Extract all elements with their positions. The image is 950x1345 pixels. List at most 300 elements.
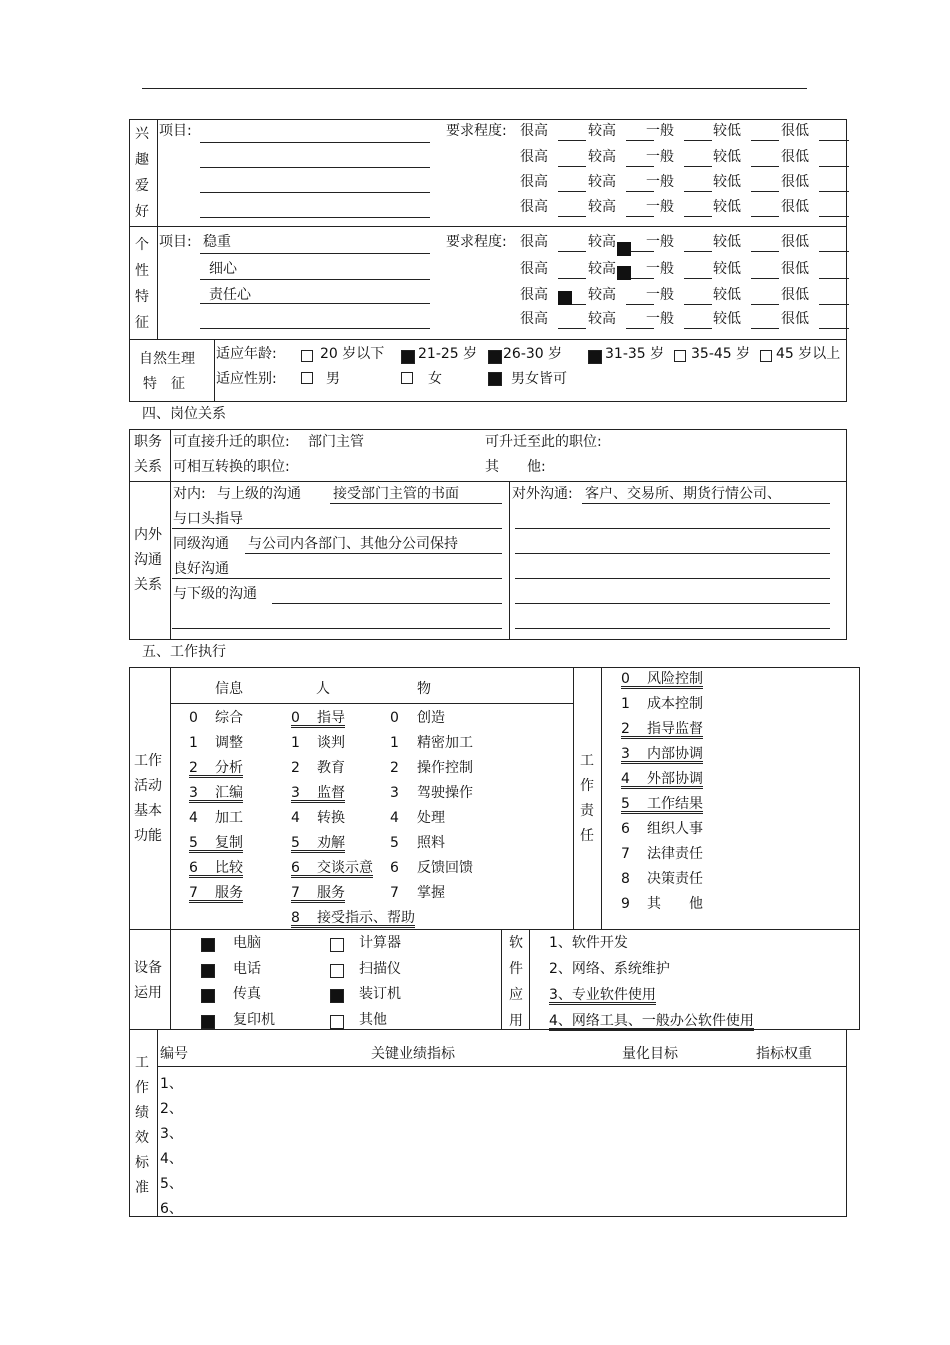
interest-levels-text: 较高 [588, 174, 616, 190]
item-text: 精密加工 [417, 735, 473, 751]
interest-levels-blank [819, 140, 849, 141]
item-text: 操作控制 [417, 760, 473, 776]
item-number: 2 [291, 760, 300, 776]
interest-levels-blank [558, 140, 586, 141]
perf-row-number: 2、 [160, 1101, 183, 1117]
interest-levels-text: 很高 [520, 123, 548, 139]
equip-checkbox [330, 989, 344, 1003]
item-text: 服务 [215, 885, 243, 901]
pers-levels-blank [558, 251, 586, 252]
interest-levels-text: 很低 [781, 174, 809, 190]
personality-mark-1 [617, 242, 631, 256]
physio-label-2: 特 征 [143, 376, 185, 392]
interest-side-char: 爱 [135, 178, 149, 194]
age-option: 31-35 岁 [605, 346, 665, 362]
people-col-item [291, 811, 345, 825]
item-number: 2 [390, 760, 399, 776]
pers-levels-text: 较低 [713, 287, 741, 303]
pers-levels-text: 较高 [588, 311, 616, 327]
equip-option: 传真 [233, 986, 261, 1002]
down-comm-label: 与下级的沟通 [173, 586, 257, 602]
interest-levels-text: 较低 [713, 174, 741, 190]
things-col-item [390, 811, 445, 825]
interest-levels-blank [626, 216, 654, 217]
equip-label-1: 设备 [134, 960, 162, 976]
interest-levels-text: 一般 [646, 174, 674, 190]
age-checkbox [760, 350, 772, 362]
pers-levels-text: 一般 [646, 234, 674, 250]
item-text: 交谈示意 [317, 860, 373, 876]
item-text: 处理 [417, 810, 445, 826]
perf-row-number: 3、 [160, 1126, 183, 1142]
item-text: 驾驶操作 [417, 785, 473, 801]
perf-row-number: 5、 [160, 1176, 183, 1192]
comm-label-1: 内外 [134, 527, 162, 543]
soft-side-char: 用 [509, 1013, 523, 1029]
func-label-4: 功能 [134, 828, 162, 844]
resp-col-item [621, 847, 703, 861]
pers-side-char: 个 [135, 237, 149, 253]
item-text: 创造 [417, 710, 445, 726]
age-checkbox [488, 350, 502, 364]
things-col-item [390, 786, 473, 800]
pers-levels-blank [626, 328, 654, 329]
item-number: 5 [621, 796, 630, 812]
personality-req-label: 要求程度: [446, 234, 507, 250]
people-col-item [291, 886, 345, 903]
perf-header-no: 编号 [160, 1046, 188, 1062]
item-number: 0 [291, 710, 300, 726]
perf-row-number: 1、 [160, 1076, 183, 1092]
interest-levels-blank [751, 166, 779, 167]
item-number: 3 [291, 785, 300, 801]
item-text: 工作结果 [647, 796, 703, 812]
things-col-item [390, 836, 445, 850]
item-number: 7 [621, 846, 630, 862]
item-number: 0 [621, 671, 630, 687]
interest-levels-text: 一般 [646, 149, 674, 165]
interest-levels-blank [819, 166, 849, 167]
item-text: 监督 [317, 785, 345, 801]
personality-item-label: 项目: [159, 234, 192, 250]
personality-item-1: 稳重 [203, 234, 231, 250]
item-number: 1 [390, 735, 399, 751]
software-item: 1、软件开发 [549, 935, 628, 951]
pers-side-char: 征 [135, 315, 149, 331]
interest-levels-text: 很低 [781, 149, 809, 165]
header-people: 人 [316, 681, 330, 697]
equip-option: 电脑 [233, 935, 261, 951]
info-col-item [189, 836, 243, 853]
item-number: 9 [621, 896, 630, 912]
pers-levels-blank [751, 328, 779, 329]
pers-levels-text: 较低 [713, 311, 741, 327]
item-text: 调整 [215, 735, 243, 751]
age-option: 21-25 岁 [418, 346, 478, 362]
interest-item-label: 项目: [159, 123, 192, 139]
interest-levels-blank [558, 166, 586, 167]
things-col-item [390, 886, 445, 900]
pers-levels-text: 较高 [588, 261, 616, 277]
interest-levels-text: 很低 [781, 199, 809, 215]
item-text: 掌握 [417, 885, 445, 901]
equip-checkbox [330, 938, 344, 952]
item-text: 加工 [215, 810, 243, 826]
item-text: 法律责任 [647, 846, 703, 862]
interest-levels-blank [558, 191, 586, 192]
interest-levels-blank [684, 191, 712, 192]
pers-side-char: 性 [135, 263, 149, 279]
promote-to-label: 可升迁至此的职位: [485, 434, 602, 450]
pers-levels-text: 很低 [781, 234, 809, 250]
interest-side-char: 兴 [135, 126, 149, 142]
pers-levels-blank [558, 328, 586, 329]
pers-levels-text: 较低 [713, 234, 741, 250]
equip-option: 扫描仪 [359, 960, 401, 977]
soft-side-char: 件 [509, 961, 523, 977]
interest-side-char: 趣 [135, 152, 149, 168]
item-number: 6 [291, 860, 300, 876]
pers-levels-blank [819, 328, 849, 329]
software-item: 3、专业软件使用 [549, 987, 656, 1003]
item-text: 风险控制 [647, 671, 703, 687]
transfer-label: 可相互转换的职位: [173, 459, 290, 475]
item-text: 汇编 [215, 785, 243, 801]
pers-levels-blank [626, 304, 654, 305]
pers-levels-text: 很低 [781, 311, 809, 327]
gender-checkbox [488, 372, 502, 386]
item-number: 1 [621, 696, 630, 712]
perf-row-number: 4、 [160, 1151, 183, 1167]
perf-side-char: 绩 [135, 1105, 149, 1121]
equip-checkbox [201, 989, 215, 1003]
people-col-item [291, 761, 345, 775]
resp-col-item [621, 772, 703, 789]
pers-levels-blank [751, 251, 779, 252]
item-number: 6 [189, 860, 198, 876]
peer-comm-value-2: 良好沟通 [173, 561, 229, 577]
info-col-item [189, 861, 243, 878]
pers-levels-text: 很高 [520, 311, 548, 327]
software-item: 4、网络工具、一般办公软件使用 [549, 1013, 754, 1029]
interest-levels-text: 较低 [713, 123, 741, 139]
pers-levels-text: 一般 [646, 261, 674, 277]
interest-req-label: 要求程度: [446, 123, 507, 139]
item-text: 指导监督 [647, 721, 703, 737]
interest-levels-blank [819, 191, 849, 192]
pers-levels-text: 很高 [520, 234, 548, 250]
func-label-2: 活动 [134, 778, 162, 794]
resp-side-char: 工 [580, 753, 594, 769]
item-text: 复制 [215, 835, 243, 851]
item-text: 接受指示、帮助 [317, 910, 415, 926]
interest-levels-blank [751, 140, 779, 141]
outer-comm-value: 客户、交易所、期货行情公司、 [585, 486, 781, 502]
interest-levels-blank [751, 216, 779, 217]
age-checkbox [401, 350, 415, 364]
promote-value: 部门主管 [308, 434, 364, 450]
pers-levels-blank [684, 304, 712, 305]
age-checkbox [588, 350, 602, 364]
up-comm-value-2: 与口头指导 [173, 511, 243, 527]
item-number: 1 [291, 735, 300, 751]
item-number: 5 [291, 835, 300, 851]
equip-option: 其他 [359, 1011, 387, 1028]
duty-label-2: 关系 [134, 459, 162, 475]
item-text: 分析 [215, 760, 243, 776]
item-number: 4 [189, 810, 198, 826]
resp-col-item [621, 722, 703, 739]
section-4-title: 四、岗位关系 [142, 406, 226, 422]
things-col-item [390, 861, 473, 875]
interest-levels-text: 较低 [713, 199, 741, 215]
item-number: 3 [621, 746, 630, 762]
software-item: 2、网络、系统维护 [549, 961, 670, 977]
item-text: 比较 [215, 860, 243, 876]
comm-label-2: 沟通 [134, 552, 162, 568]
item-text: 服务 [317, 885, 345, 901]
item-text: 转换 [317, 810, 345, 826]
header-things: 物 [417, 681, 431, 697]
equip-checkbox [201, 1015, 215, 1029]
equip-option: 复印机 [233, 1011, 275, 1028]
personality-mark-3 [558, 291, 572, 305]
perf-side-char: 工 [135, 1055, 149, 1071]
item-text: 其 他 [647, 896, 703, 912]
item-number: 7 [291, 885, 300, 901]
gender-option: 男女皆可 [511, 371, 567, 387]
age-option: 20 岁以下 [320, 346, 385, 362]
pers-levels-blank [819, 278, 849, 279]
interest-levels-blank [684, 216, 712, 217]
gender-option: 男 [326, 371, 340, 387]
interest-levels-blank [751, 191, 779, 192]
resp-col-item [621, 697, 703, 711]
people-col-item [291, 836, 345, 853]
item-text: 反馈回馈 [417, 860, 473, 876]
item-number: 2 [189, 760, 198, 776]
pers-levels-text: 较高 [588, 234, 616, 250]
interest-levels-blank [684, 166, 712, 167]
header-info: 信息 [215, 681, 243, 697]
up-comm-value-1: 接受部门主管的书面 [333, 486, 459, 502]
pers-levels-text: 很低 [781, 287, 809, 303]
comm-label-3: 关系 [134, 577, 162, 593]
people-col-item [291, 861, 373, 878]
item-number: 7 [189, 885, 198, 901]
item-number: 7 [390, 885, 399, 901]
gender-option: 女 [428, 371, 442, 387]
item-number: 1 [189, 735, 198, 751]
age-label: 适应年龄: [216, 346, 277, 362]
item-number: 4 [621, 771, 630, 787]
things-col-item [390, 711, 445, 725]
personality-item-2: 细心 [209, 261, 237, 277]
header-rule [142, 88, 807, 89]
interest-levels-text: 较低 [713, 149, 741, 165]
equip-label-2: 运用 [134, 985, 162, 1001]
item-number: 6 [390, 860, 399, 876]
item-number: 0 [390, 710, 399, 726]
info-col-item [189, 736, 243, 750]
age-option: 26-30 岁 [503, 346, 563, 362]
pers-levels-blank [819, 304, 849, 305]
gender-checkbox [301, 372, 313, 384]
func-label-3: 基本 [134, 803, 162, 819]
duty-label-1: 职务 [134, 434, 162, 450]
resp-side-char: 任 [580, 828, 594, 844]
equip-checkbox [330, 1015, 344, 1029]
pers-levels-text: 一般 [646, 287, 674, 303]
pers-levels-blank [751, 278, 779, 279]
peer-comm-value-1: 与公司内各部门、其他分公司保持 [248, 536, 458, 552]
item-text: 教育 [317, 760, 345, 776]
item-text: 决策责任 [647, 871, 703, 887]
equip-checkbox [201, 938, 215, 952]
info-col-item [189, 711, 243, 725]
personality-item-3: 责任心 [209, 287, 251, 303]
item-number: 4 [390, 810, 399, 826]
age-checkbox [301, 350, 313, 362]
age-checkbox [674, 350, 686, 362]
pers-levels-text: 很高 [520, 261, 548, 277]
item-text: 指导 [317, 710, 345, 726]
perf-side-char: 效 [135, 1130, 149, 1146]
interest-levels-blank [626, 166, 654, 167]
perf-side-char: 标 [135, 1155, 149, 1171]
resp-col-item [621, 897, 703, 911]
outer-comm-label: 对外沟通: [512, 486, 573, 502]
item-number: 6 [621, 821, 630, 837]
interest-levels-text: 一般 [646, 199, 674, 215]
people-col-item [291, 711, 345, 728]
item-number: 2 [621, 721, 630, 737]
item-number: 3 [189, 785, 198, 801]
info-col-item [189, 761, 243, 778]
interest-levels-blank [626, 140, 654, 141]
item-text: 组织人事 [647, 821, 703, 837]
pers-levels-text: 很高 [520, 287, 548, 303]
resp-col-item [621, 872, 703, 886]
things-col-item [390, 736, 473, 750]
things-col-item [390, 761, 473, 775]
perf-side-char: 作 [135, 1080, 149, 1096]
people-col-item [291, 736, 345, 750]
promote-label: 可直接升迁的职位: [173, 434, 290, 450]
peer-comm-label: 同级沟通 [173, 536, 229, 552]
pers-levels-text: 较高 [588, 287, 616, 303]
interest-levels-blank [819, 216, 849, 217]
item-text: 劝解 [317, 835, 345, 851]
other-label: 其 他: [485, 459, 546, 475]
pers-levels-blank [684, 278, 712, 279]
item-number: 8 [621, 871, 630, 887]
interest-levels-text: 一般 [646, 123, 674, 139]
perf-header-weight: 指标权重 [756, 1046, 812, 1062]
pers-levels-blank [684, 251, 712, 252]
pers-levels-blank [684, 328, 712, 329]
interest-levels-blank [626, 191, 654, 192]
people-col-item [291, 786, 345, 803]
age-option: 35-45 岁 [691, 346, 751, 362]
item-text: 内部协调 [647, 746, 703, 762]
interest-levels-text: 很高 [520, 174, 548, 190]
section-5-title: 五、工作执行 [142, 644, 226, 660]
item-text: 综合 [215, 710, 243, 726]
equip-option: 装订机 [359, 986, 401, 1002]
pers-levels-blank [751, 304, 779, 305]
info-col-item [189, 786, 243, 803]
resp-side-char: 作 [580, 778, 594, 794]
interest-levels-text: 很高 [520, 149, 548, 165]
info-col-item [189, 811, 243, 825]
interest-levels-blank [558, 216, 586, 217]
info-col-item [189, 886, 243, 903]
age-option: 45 岁以上 [776, 346, 841, 362]
perf-side-char: 准 [135, 1180, 149, 1196]
perf-row-number: 6、 [160, 1201, 183, 1217]
interest-side-char: 好 [135, 204, 149, 220]
perf-header-kpi: 关键业绩指标 [371, 1046, 455, 1062]
pers-levels-text: 较低 [713, 261, 741, 277]
soft-side-char: 软 [509, 935, 523, 951]
resp-col-item [621, 797, 703, 814]
resp-col-item [621, 747, 703, 764]
pers-levels-blank [819, 251, 849, 252]
performance-box [129, 1029, 847, 1217]
people-col-item [291, 911, 415, 928]
comm-box [129, 481, 847, 640]
inner-label: 对内: [173, 486, 206, 502]
interest-levels-text: 很高 [520, 199, 548, 215]
item-number: 4 [291, 810, 300, 826]
equip-option: 计算器 [359, 935, 401, 951]
resp-col-item [621, 822, 703, 836]
item-text: 谈判 [317, 735, 345, 751]
equip-checkbox [330, 964, 344, 978]
gender-label: 适应性别: [216, 371, 277, 387]
gender-checkbox [401, 372, 413, 384]
interest-levels-blank [684, 140, 712, 141]
item-text: 照料 [417, 835, 445, 851]
equip-option: 电话 [233, 960, 261, 977]
perf-header-target: 量化目标 [622, 1046, 678, 1062]
up-comm-label: 与上级的沟通 [217, 486, 301, 502]
pers-side-char: 特 [135, 289, 149, 305]
item-number: 3 [390, 785, 399, 801]
resp-side-char: 责 [580, 803, 594, 819]
pers-levels-blank [558, 278, 586, 279]
item-text: 外部协调 [647, 771, 703, 787]
interest-levels-text: 较高 [588, 123, 616, 139]
resp-col-item [621, 672, 703, 689]
pers-levels-text: 很低 [781, 261, 809, 277]
item-number: 5 [189, 835, 198, 851]
item-number: 0 [189, 710, 198, 726]
item-text: 成本控制 [647, 696, 703, 712]
interest-levels-text: 很低 [781, 123, 809, 139]
item-number: 5 [390, 835, 399, 851]
pers-levels-text: 一般 [646, 311, 674, 327]
item-number: 8 [291, 910, 300, 926]
physio-label-1: 自然生理 [139, 351, 195, 367]
interest-levels-text: 较高 [588, 149, 616, 165]
personality-mark-2 [617, 266, 631, 280]
soft-side-char: 应 [509, 987, 523, 1003]
func-label-1: 工作 [134, 753, 162, 769]
equip-checkbox [201, 964, 215, 978]
interest-levels-text: 较高 [588, 199, 616, 215]
